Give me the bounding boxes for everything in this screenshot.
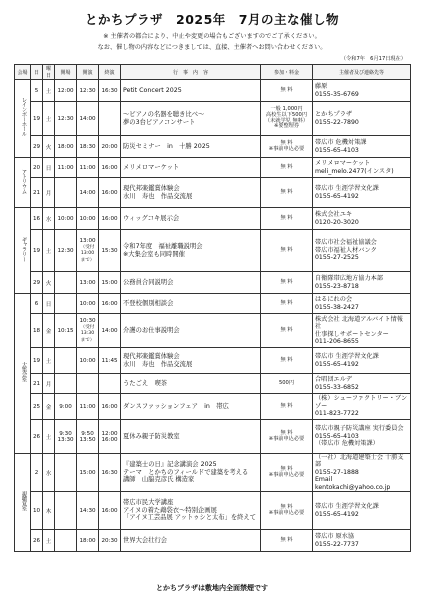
start-time-cell: 13:00 （受付13:00まで） bbox=[77, 230, 99, 272]
table-header-row bbox=[15, 65, 411, 80]
table-row bbox=[15, 136, 411, 158]
end-time-cell bbox=[99, 102, 121, 136]
fee-cell: 一般 1,000円 高校生以下500円 （未就学児 無料） ※要整理券 bbox=[261, 102, 313, 136]
day-cell: 21 bbox=[31, 178, 43, 208]
day-cell: 29 bbox=[31, 272, 43, 294]
header-weekday: 曜日 bbox=[43, 65, 55, 80]
day-cell: 29 bbox=[31, 136, 43, 158]
header-day: 日 bbox=[31, 65, 43, 80]
end-time-cell: 11:45 bbox=[99, 348, 121, 374]
event-description: 公務員合同説明会 bbox=[121, 272, 261, 294]
weekday-cell: 火 bbox=[43, 136, 55, 158]
event-description: 現代邦楽鑑賞体験会 水川 寿也 作品交流展 bbox=[121, 178, 261, 208]
start-time-cell: 14:00 bbox=[77, 102, 99, 136]
door-open-cell bbox=[55, 272, 77, 294]
fee-cell: 無 料 bbox=[261, 178, 313, 208]
organizer-contact: 帯広市親子防災講座 実行委員会 0155-65-4103 （帯広市 危機対策課） bbox=[313, 420, 411, 454]
organizer-contact: メリメロマーケット meli_melo.2477(インスタ) bbox=[313, 158, 411, 178]
day-cell: 5 bbox=[31, 80, 43, 102]
table-row bbox=[15, 420, 411, 454]
organizer-contact: 帯広市 原水協 0155-22-7737 bbox=[313, 530, 411, 552]
organizer-contact: （一社）北海道建築士会 十勝支部 0155-27-1888 Email kentokachi@yahoo.co.jp bbox=[313, 454, 411, 492]
day-cell: 18 bbox=[31, 314, 43, 348]
table-row bbox=[15, 178, 411, 208]
day-cell: 2 bbox=[31, 454, 43, 492]
fee-cell: 無 料 bbox=[261, 158, 313, 178]
table-row bbox=[15, 348, 411, 374]
start-time-cell: 18:00 bbox=[77, 530, 99, 552]
table-row bbox=[15, 102, 411, 136]
fee-cell: 無 料 ※事前申込必要 bbox=[261, 454, 313, 492]
table-row bbox=[15, 314, 411, 348]
page-title: とかちプラザ 2025年 7月の主な催し物 bbox=[85, 12, 339, 27]
organizer-contact: 帯広市社会福祉協議会 帯広市福祉人材バンク 0155-27-2525 bbox=[313, 230, 411, 272]
organizer-contact: 合唱団エルデ 0155-33-6852 bbox=[313, 374, 411, 394]
day-cell: 26 bbox=[31, 420, 43, 454]
event-description: 不登校個別相談会 bbox=[121, 294, 261, 314]
table-row bbox=[15, 530, 411, 552]
venue-gallery: ギャラリー bbox=[15, 208, 31, 294]
organizer-contact: とかちプラザ 0155-22-7890 bbox=[313, 102, 411, 136]
day-cell: 16 bbox=[31, 208, 43, 230]
day-cell: 19 bbox=[31, 102, 43, 136]
end-time-cell: 16:00 bbox=[99, 394, 121, 420]
day-cell: 26 bbox=[31, 530, 43, 552]
fee-cell: 無 料 bbox=[261, 208, 313, 230]
start-time-cell: 10:00 bbox=[77, 294, 99, 314]
door-open-cell bbox=[55, 492, 77, 530]
organizer-contact: （株）シューファクトリー・ブンゾー 011-823-7722 bbox=[313, 394, 411, 420]
day-cell: 25 bbox=[31, 394, 43, 420]
notice-line-2: なお、催し物の内容などにつきましては、直接、主催者へお問い合わせください。 bbox=[97, 44, 327, 51]
day-cell: 10 bbox=[31, 492, 43, 530]
event-description: 現代邦楽鑑賞体験会 水川 寿也 作品交流展 bbox=[121, 348, 261, 374]
start-time-cell: 12:30 bbox=[77, 80, 99, 102]
fee-cell: 無 料 bbox=[261, 80, 313, 102]
venue-rainbow: レインボーホール bbox=[15, 80, 31, 158]
door-open-cell bbox=[55, 294, 77, 314]
door-open-cell: 12:30 bbox=[55, 230, 77, 272]
end-time-cell: 12:00 16:00 bbox=[99, 420, 121, 454]
start-time-cell: 10:30 （受付13:30まで） bbox=[77, 314, 99, 348]
organizer-contact: はるにれの会 0155-38-2427 bbox=[313, 294, 411, 314]
weekday-cell: 火 bbox=[43, 272, 55, 294]
day-cell: 6 bbox=[31, 294, 43, 314]
weekday-cell: 土 bbox=[43, 102, 55, 136]
weekday-cell: 金 bbox=[43, 394, 55, 420]
header-organizer: 主催者及び連絡先等 bbox=[313, 65, 411, 80]
as-of-date: （令和7年 6月17日現在） bbox=[340, 56, 406, 62]
start-time-cell: 15:00 bbox=[77, 454, 99, 492]
end-time-cell: 14:00 bbox=[99, 314, 121, 348]
start-time-cell: 9:50 13:50 bbox=[77, 420, 99, 454]
event-description: ダンスファッションフェア in 帯広 bbox=[121, 394, 261, 420]
end-time-cell: 16:00 bbox=[99, 492, 121, 530]
header-door-open: 開場 bbox=[55, 65, 77, 80]
fee-cell: 無 料 ※事前申込必要 bbox=[261, 420, 313, 454]
table-row bbox=[15, 230, 411, 272]
table-row bbox=[15, 208, 411, 230]
door-open-cell: 9:30 13:30 bbox=[55, 420, 77, 454]
end-time-cell: 16:00 bbox=[99, 178, 121, 208]
header-start: 開演 bbox=[77, 65, 99, 80]
weekday-cell: 日 bbox=[43, 294, 55, 314]
start-time-cell: 14:00 bbox=[77, 178, 99, 208]
weekday-cell: 土 bbox=[43, 420, 55, 454]
door-open-cell bbox=[55, 178, 77, 208]
start-time-cell: 11:00 bbox=[77, 158, 99, 178]
fee-cell: 無 料 bbox=[261, 394, 313, 420]
organizer-contact: 帯広市 危機対策課 0155-65-4103 bbox=[313, 136, 411, 158]
door-open-cell: 9:00 bbox=[55, 394, 77, 420]
fee-cell: 無 料 bbox=[261, 230, 313, 272]
start-note: （受付13:00まで） bbox=[80, 245, 95, 263]
weekday-cell: 木 bbox=[43, 492, 55, 530]
door-open-cell: 12:00 bbox=[55, 80, 77, 102]
fee-cell: 無 料 bbox=[261, 272, 313, 294]
fee-cell: 無 料 ※事前申込必要 bbox=[261, 136, 313, 158]
start-time-cell: 13:00 bbox=[77, 272, 99, 294]
event-description: 帯広市民大学講座 アイヌの着た鵡袋衣～特別企画展 「アイヌ工芸品展 アットゥシと太布」を終えて bbox=[121, 492, 261, 530]
notice-line-1: ※ 主催者の都合により、中止や変更の場合もございますのでご了承ください。 bbox=[103, 33, 321, 40]
event-description: 夏休み親子防災教室 bbox=[121, 420, 261, 454]
events-table bbox=[14, 64, 411, 552]
event-description: 介護のお仕事説明会 bbox=[121, 314, 261, 348]
organizer-contact: 帯広市 生涯学習文化課 0155-65-4192 bbox=[313, 348, 411, 374]
weekday-cell: 日 bbox=[43, 158, 55, 178]
end-time-cell: 16:00 bbox=[99, 208, 121, 230]
venue-audiovisual: 視聴覚室 bbox=[15, 454, 31, 552]
event-description: 世界大会壮行会 bbox=[121, 530, 261, 552]
organizer-contact: 藤原 0155-35-6769 bbox=[313, 80, 411, 102]
event-description: ～ピアノの名器を聴き比べ～ 夢の3台ピアノコンサート bbox=[121, 102, 261, 136]
weekday-cell: 水 bbox=[43, 208, 55, 230]
venue-atrium: アトリウム bbox=[15, 158, 31, 208]
start-time-cell bbox=[77, 374, 99, 394]
fee-cell: 無 料 bbox=[261, 314, 313, 348]
door-open-cell bbox=[55, 454, 77, 492]
weekday-cell: 月 bbox=[43, 374, 55, 394]
weekday-cell: 土 bbox=[43, 80, 55, 102]
header-fee: 参加・料金 bbox=[261, 65, 313, 80]
event-description: 『建築士の日』記念講演会 2025 テーマ とかちのフィールドで建築を考える 講師 山脇克彦氏 構造家 bbox=[121, 454, 261, 492]
table-row bbox=[15, 294, 411, 314]
table-row bbox=[15, 80, 411, 102]
fee-cell: 無 料 bbox=[261, 294, 313, 314]
event-description: 防災セミナー in 十勝 2025 bbox=[121, 136, 261, 158]
door-open-cell bbox=[55, 348, 77, 374]
start-time-cell: 14:30 bbox=[77, 492, 99, 530]
end-time-cell: 16:00 bbox=[99, 158, 121, 178]
table-row bbox=[15, 454, 411, 492]
end-time-cell: 20:30 bbox=[99, 530, 121, 552]
table-row bbox=[15, 492, 411, 530]
weekday-cell: 土 bbox=[43, 530, 55, 552]
fee-cell: 無 料 bbox=[261, 530, 313, 552]
table-row bbox=[15, 374, 411, 394]
end-time-cell: 15:30 bbox=[99, 230, 121, 272]
fee-cell: 500円 bbox=[261, 374, 313, 394]
door-open-cell: 10:00 bbox=[55, 208, 77, 230]
organizer-contact: 帯広市 生涯学習文化課 0155-65-4192 bbox=[313, 492, 411, 530]
end-time-cell: 20:00 bbox=[99, 136, 121, 158]
door-open-cell: 10:15 bbox=[55, 314, 77, 348]
header-event: 行 事 内 容 bbox=[121, 65, 261, 80]
day-cell: 19 bbox=[31, 348, 43, 374]
door-open-cell bbox=[55, 374, 77, 394]
start-time-cell: 11:00 bbox=[77, 394, 99, 420]
end-time-cell: 16:00 bbox=[99, 294, 121, 314]
weekday-cell: 土 bbox=[43, 348, 55, 374]
end-time-cell: 16:30 bbox=[99, 80, 121, 102]
day-cell: 21 bbox=[31, 374, 43, 394]
start-time-cell: 18:30 bbox=[77, 136, 99, 158]
day-cell: 20 bbox=[31, 158, 43, 178]
organizer-contact: 株式会社 北海道アルバイト情報社 仕事探しサポートセンター 011-206-8655 bbox=[313, 314, 411, 348]
day-cell: 19 bbox=[31, 230, 43, 272]
start-time-cell: 10:00 bbox=[77, 208, 99, 230]
event-description: うたごえ 喫茶 bbox=[121, 374, 261, 394]
event-description: 令和7年度 福祉離職説明会 ※大集会室も同時開催 bbox=[121, 230, 261, 272]
door-open-cell bbox=[55, 530, 77, 552]
fee-cell: 無 料 bbox=[261, 348, 313, 374]
door-open-cell: 11:00 bbox=[55, 158, 77, 178]
organizer-contact: 自衛隊帯広地方協力本部 0155-23-8718 bbox=[313, 272, 411, 294]
organizer-contact: 帯広市 生涯学習文化課 0155-65-4192 bbox=[313, 178, 411, 208]
weekday-cell: 金 bbox=[43, 314, 55, 348]
venue-large_hall: 大集会室 bbox=[15, 294, 31, 454]
start-time-cell: 10:00 bbox=[77, 348, 99, 374]
header-end: 終演 bbox=[99, 65, 121, 80]
end-time-cell bbox=[99, 374, 121, 394]
table-row bbox=[15, 394, 411, 420]
no-smoking-footer: とかちプラザは敷地内全面禁煙です bbox=[156, 584, 268, 592]
weekday-cell: 水 bbox=[43, 454, 55, 492]
event-description: ウィッグコキ展示会 bbox=[121, 208, 261, 230]
end-time-cell: 16:30 bbox=[99, 454, 121, 492]
weekday-cell: 月 bbox=[43, 178, 55, 208]
table-row bbox=[15, 158, 411, 178]
event-description: メリメロマーケット bbox=[121, 158, 261, 178]
start-note: （受付13:30まで） bbox=[80, 325, 95, 343]
fee-cell: 無 料 ※事前申込必要 bbox=[261, 492, 313, 530]
weekday-cell: 土 bbox=[43, 230, 55, 272]
end-time-cell: 15:00 bbox=[99, 272, 121, 294]
header-venue: 会場 bbox=[15, 65, 31, 80]
table-row bbox=[15, 272, 411, 294]
door-open-cell: 12:30 bbox=[55, 102, 77, 136]
organizer-contact: 株式会社ユキ 0120-20-3020 bbox=[313, 208, 411, 230]
event-description: Petit Concert 2025 bbox=[121, 80, 261, 102]
door-open-cell: 18:00 bbox=[55, 136, 77, 158]
